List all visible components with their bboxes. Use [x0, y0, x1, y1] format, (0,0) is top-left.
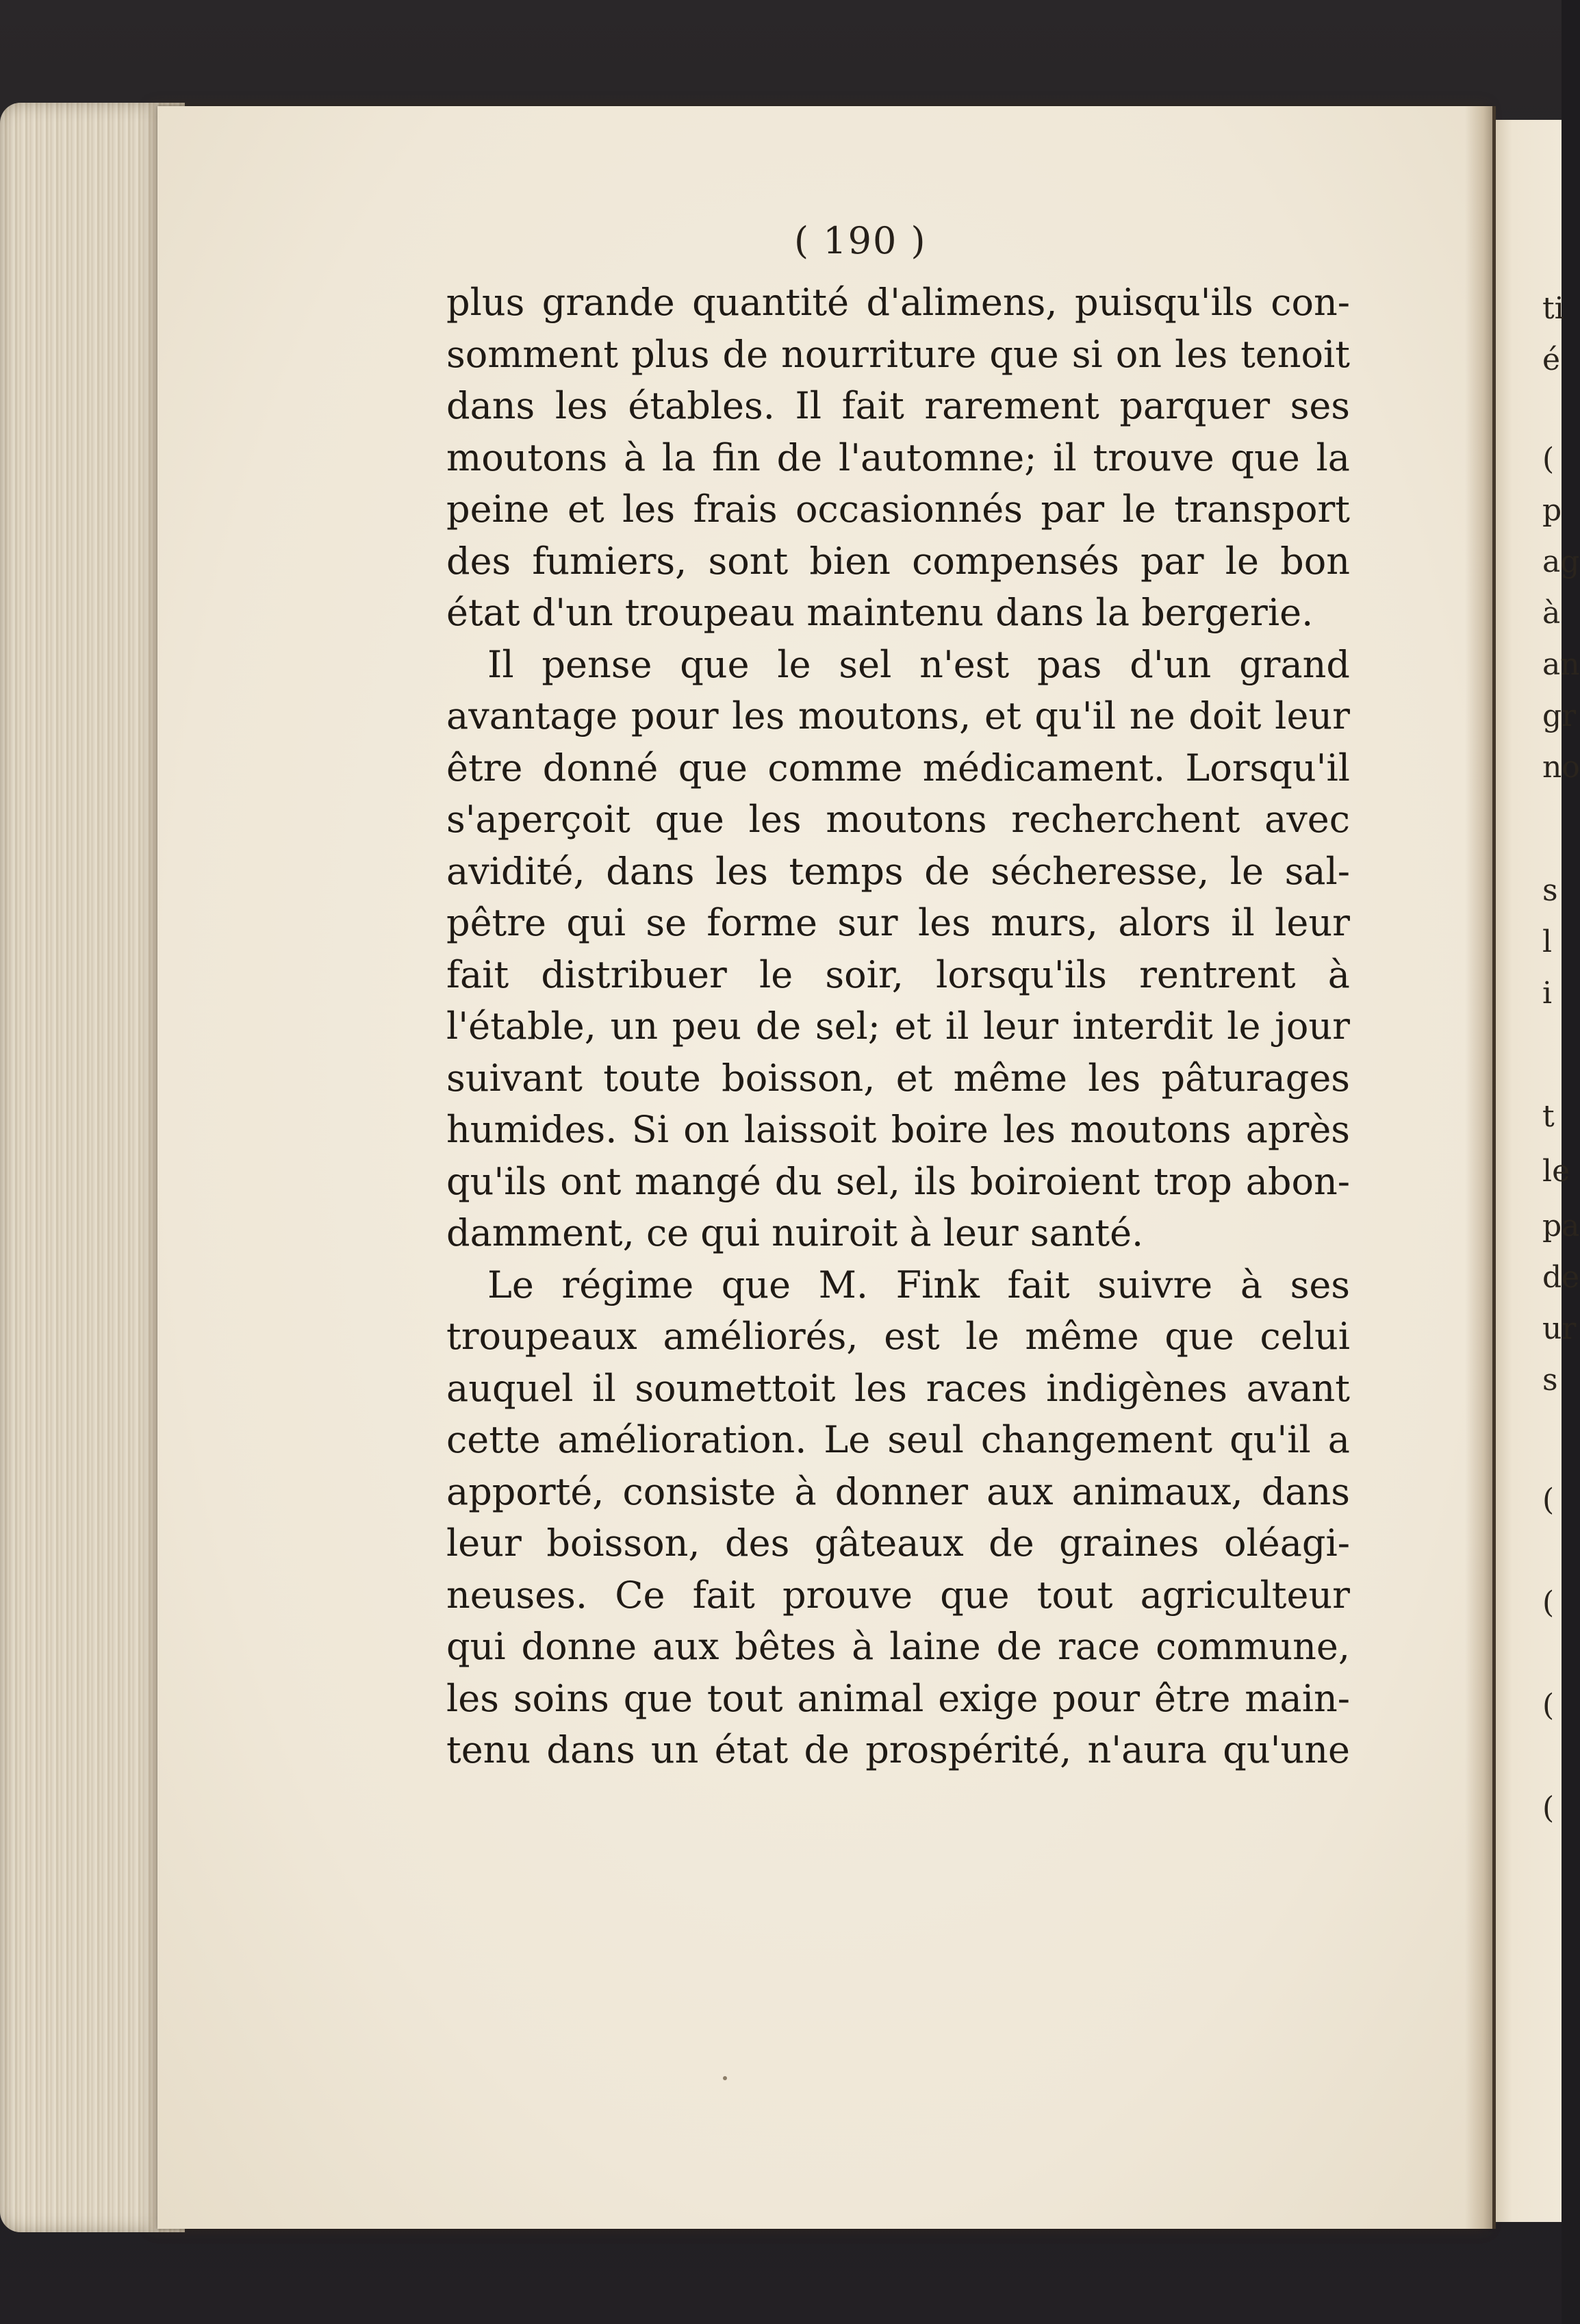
- text-line: Le régime que M. Fink fait suivre à ses: [487, 1263, 1350, 1306]
- facing-fragment: p: [1542, 493, 1562, 528]
- facing-fragment: s: [1542, 873, 1558, 908]
- facing-fragment: ur: [1542, 1311, 1577, 1346]
- paragraph-2: [446, 639, 1350, 1259]
- facing-fragment: ag: [1542, 544, 1580, 579]
- page-number: ( 190 ): [794, 219, 927, 262]
- facing-fragment: ti: [1542, 291, 1564, 326]
- text-line: avantage pour les moutons, et qu'il ne doit leur: [446, 694, 1350, 737]
- text-line: neuses. Ce fait prouve que tout agriculteur: [446, 1573, 1350, 1617]
- facing-fragment: t: [1542, 1099, 1555, 1134]
- facing-fragment: i: [1542, 976, 1553, 1011]
- text-line: fait distribuer le soir, lorsqu'ils rentrent à: [446, 952, 1350, 996]
- body-text: [446, 277, 1350, 1776]
- facing-fragment: pa: [1542, 1209, 1580, 1243]
- text-line: être donné que comme médicament. Lorsqu'il: [446, 746, 1350, 790]
- paper-speck: [723, 2076, 727, 2080]
- text-line: état d'un troupeau maintenu dans la bergerie.: [446, 591, 1314, 634]
- text-line: pêtre qui se forme sur les murs, alors il leur: [446, 901, 1350, 944]
- text-line: Il pense que le sel n'est pas d'un grand: [487, 642, 1350, 686]
- text-line: avidité, dans les temps de sécheresse, le sal-: [446, 849, 1350, 893]
- facing-fragment: an: [1542, 647, 1580, 682]
- facing-fragment: (: [1542, 1791, 1555, 1826]
- text-line: l'étable, un peu de sel; et il leur interdit le jour: [446, 1005, 1350, 1048]
- facing-fragment: gr: [1542, 698, 1577, 733]
- facing-fragment: (: [1542, 1482, 1555, 1517]
- facing-fragment: l: [1542, 924, 1553, 959]
- facing-fragment: (: [1542, 1688, 1555, 1723]
- text-line: apporté, consiste à donner aux animaux, dans: [446, 1469, 1350, 1513]
- text-line: plus grande quantité d'alimens, puisqu'ils con-: [446, 281, 1350, 324]
- facing-fragment: (: [1542, 442, 1555, 477]
- text-line: qu'ils ont mangé du sel, ils boiroient trop abon-: [446, 1159, 1350, 1203]
- facing-fragment: s: [1542, 1363, 1558, 1398]
- text-line: qui donne aux bêtes à laine de race commune,: [446, 1625, 1350, 1668]
- text-line: auquel il soumettoit les races indigènes avant: [446, 1366, 1350, 1410]
- facing-fragment: de: [1542, 1260, 1580, 1295]
- text-line: s'aperçoit que les moutons recherchent avec: [446, 798, 1350, 841]
- facing-fragment: à: [1542, 596, 1561, 631]
- text-line: moutons à la fin de l'automne; il trouve que la: [446, 435, 1350, 479]
- facing-fragment: le: [1542, 1154, 1570, 1189]
- text-line: somment plus de nourriture que si on les tenoit: [446, 332, 1350, 376]
- text-line: tenu dans un état de prospérité, n'aura qu'une: [446, 1728, 1350, 1771]
- text-line: les soins que tout animal exige pour être main-: [446, 1676, 1350, 1720]
- text-line: troupeaux améliorés, est le même que celui: [446, 1315, 1350, 1358]
- facing-fragment: é: [1542, 342, 1561, 377]
- facing-fragment: no: [1542, 750, 1580, 785]
- text-line: peine et les frais occasionnés par le transport: [446, 488, 1350, 531]
- facing-page: [1496, 120, 1580, 2222]
- paragraph-3: [446, 1259, 1350, 1776]
- paragraph-1: [446, 277, 1350, 639]
- text-line: des fumiers, sont bien compensés par le bon: [446, 539, 1350, 583]
- facing-fragment: (: [1542, 1585, 1555, 1620]
- text-line: suivant toute boisson, et même les pâturages: [446, 1056, 1350, 1100]
- text-line: cette amélioration. Le seul changement qu'il a: [446, 1418, 1350, 1461]
- page-gutter: [1465, 106, 1496, 2229]
- text-line: dans les étables. Il fait rarement parquer ses: [446, 384, 1350, 427]
- text-line: leur boisson, des gâteaux de graines oléagi-: [446, 1521, 1350, 1565]
- text-line: damment, ce qui nuiroit à leur santé.: [446, 1211, 1144, 1254]
- text-line: humides. Si on laissoit boire les moutons après: [446, 1108, 1350, 1151]
